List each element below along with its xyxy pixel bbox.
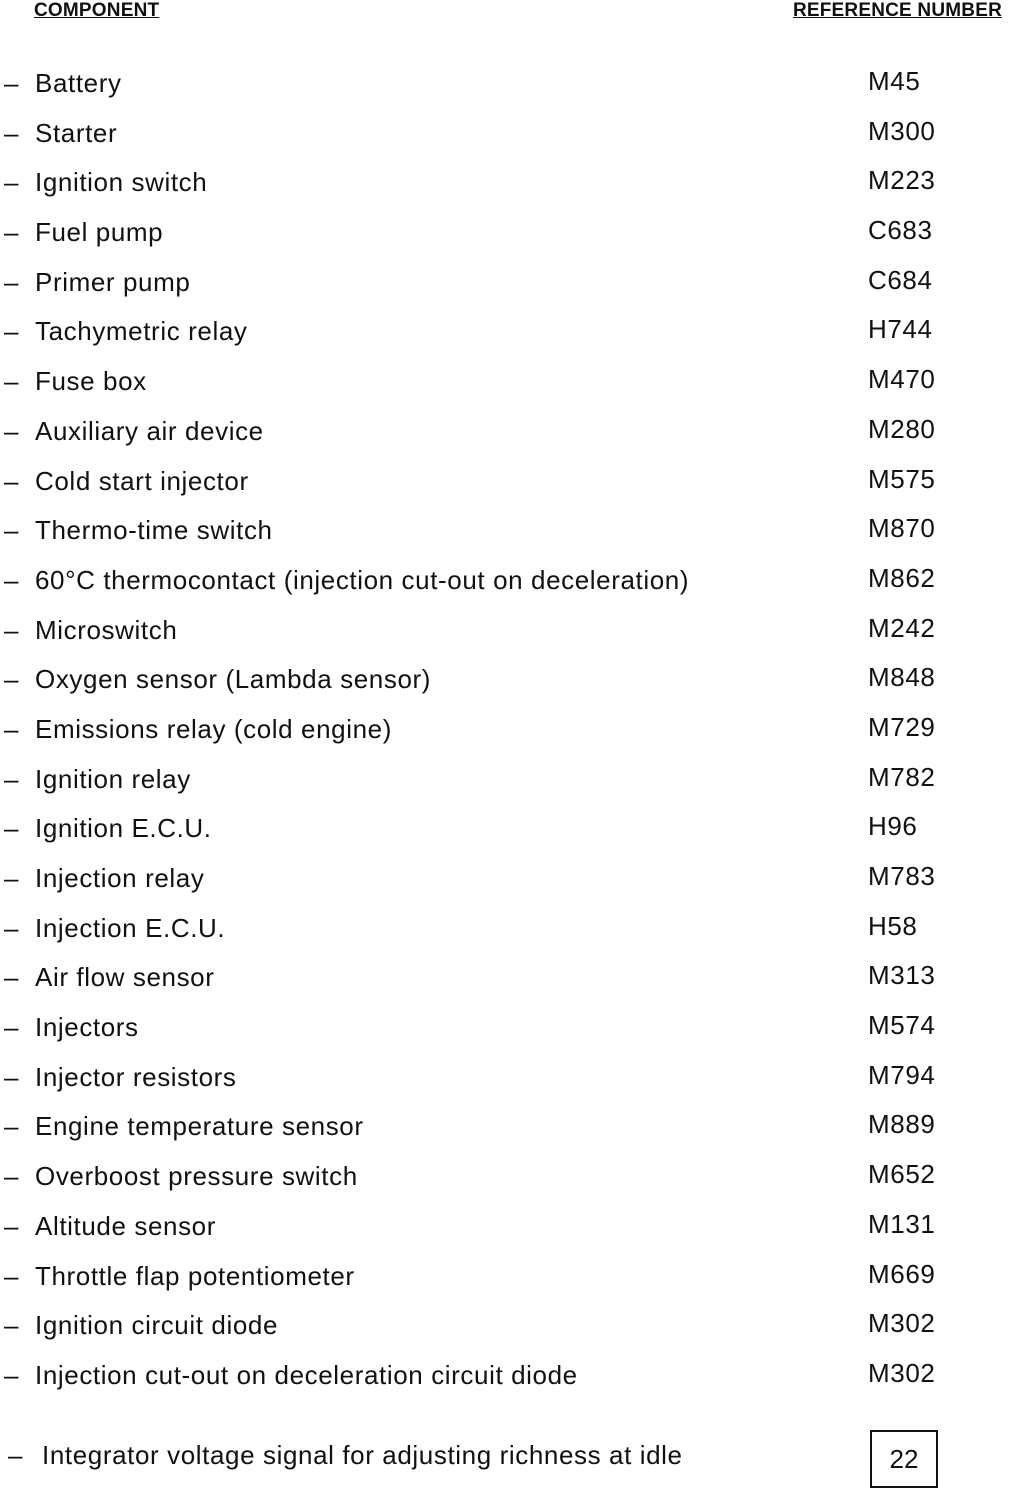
component-name: Emissions relay (cold engine) [35, 713, 392, 744]
list-dash: – [4, 167, 19, 198]
list-dash: – [4, 465, 19, 496]
list-dash: – [4, 217, 19, 248]
list-dash: – [4, 1210, 19, 1241]
reference-number: M470 [868, 364, 936, 395]
component-name: Injector resistors [35, 1061, 237, 1092]
reference-number: M652 [868, 1159, 936, 1190]
footer-text: Integrator voltage signal for adjusting richness at idle [42, 1440, 683, 1470]
reference-number: M302 [868, 1308, 936, 1339]
component-name: Tachymetric relay [35, 316, 248, 347]
component-name: Oxygen sensor (Lambda sensor) [35, 664, 432, 695]
list-item [0, 406, 1024, 456]
list-dash: – [4, 415, 19, 446]
table-header [0, 0, 1024, 24]
list-item [0, 555, 1024, 605]
list-dash: – [4, 564, 19, 595]
list-dash: – [4, 68, 19, 98]
footer-note [0, 1430, 1024, 1490]
reference-number: C684 [868, 264, 933, 295]
reference-number: M280 [868, 413, 936, 444]
component-name: Injection cut-out on deceleration circuit diode [35, 1359, 578, 1390]
list-item [0, 1201, 1024, 1251]
list-item [0, 952, 1024, 1002]
reference-number: M575 [868, 463, 936, 494]
component-name: Ignition E.C.U. [35, 813, 212, 844]
list-item [0, 356, 1024, 406]
reference-number: M669 [868, 1258, 936, 1289]
component-name: Altitude sensor [35, 1210, 216, 1241]
component-name: Injection E.C.U. [35, 912, 226, 943]
component-name: Air flow sensor [35, 962, 215, 993]
list-dash: – [4, 366, 19, 397]
list-item [0, 903, 1024, 953]
list-dash: – [4, 316, 19, 347]
list-item [0, 704, 1024, 754]
list-dash: – [4, 266, 19, 297]
list-dash: – [4, 1111, 19, 1142]
component-name: Ignition relay [35, 763, 191, 794]
list-dash: – [4, 1061, 19, 1092]
component-name: Ignition circuit diode [35, 1310, 278, 1341]
reference-number: H58 [868, 910, 918, 941]
list-item [0, 257, 1024, 307]
reference-number-column-header: REFERENCE NUMBER [792, 0, 1002, 21]
reference-number: M862 [868, 562, 936, 593]
reference-number: M313 [868, 960, 936, 991]
component-name: Engine temperature sensor [35, 1111, 364, 1142]
list-item [0, 1300, 1024, 1350]
component-name: Fuel pump [35, 217, 164, 248]
list-dash: – [4, 962, 19, 993]
list-dash: – [4, 713, 19, 744]
reference-number: M242 [868, 612, 936, 643]
reference-number: M223 [868, 165, 936, 196]
list-dash: – [4, 813, 19, 844]
list-item [0, 1251, 1024, 1301]
reference-number: M783 [868, 861, 936, 891]
reference-number: M300 [868, 115, 936, 146]
component-name: Ignition switch [35, 167, 208, 198]
list-dash: – [4, 1260, 19, 1291]
component-name: 60°C thermocontact (injection cut-out on deceleration) [35, 564, 690, 595]
component-name: Primer pump [35, 266, 191, 297]
list-item [0, 1052, 1024, 1102]
list-dash: – [4, 863, 19, 893]
reference-number: M574 [868, 1010, 936, 1041]
list-item [0, 306, 1024, 356]
component-name: Throttle flap potentiometer [35, 1260, 355, 1291]
component-name: Injection relay [35, 863, 205, 893]
component-column-header: COMPONENT [34, 0, 160, 21]
list-dash: – [4, 1161, 19, 1192]
list-item [0, 1151, 1024, 1201]
reference-number: M729 [868, 711, 936, 742]
list-item [0, 605, 1024, 655]
component-list [0, 58, 1024, 1400]
list-item [0, 1350, 1024, 1400]
list-dash: – [8, 1440, 23, 1470]
list-dash: – [4, 515, 19, 546]
list-item [0, 157, 1024, 207]
component-name: Battery [35, 68, 122, 98]
reference-number: M848 [868, 662, 936, 693]
reference-number: H744 [868, 314, 933, 345]
boxed-number: 22 [870, 1430, 938, 1488]
component-name: Cold start injector [35, 465, 249, 496]
list-item [0, 456, 1024, 506]
reference-number: M794 [868, 1059, 936, 1090]
list-item [0, 207, 1024, 257]
list-item [0, 654, 1024, 704]
component-name: Microswitch [35, 614, 178, 645]
list-item [0, 853, 1024, 903]
component-name: Auxiliary air device [35, 415, 264, 446]
list-item [0, 1101, 1024, 1151]
reference-number: M889 [868, 1109, 936, 1140]
component-name: Injectors [35, 1012, 139, 1043]
list-dash: – [4, 664, 19, 695]
list-item [0, 58, 1024, 108]
list-dash: – [4, 117, 19, 148]
list-item [0, 108, 1024, 158]
reference-number: C683 [868, 215, 933, 246]
list-item [0, 1002, 1024, 1052]
reference-number: H96 [868, 811, 918, 842]
list-dash: – [4, 1012, 19, 1043]
component-name: Starter [35, 117, 118, 148]
list-item [0, 803, 1024, 853]
list-dash: – [4, 1310, 19, 1341]
component-name: Overboost pressure switch [35, 1161, 358, 1192]
reference-number: M302 [868, 1357, 936, 1388]
list-dash: – [4, 763, 19, 794]
reference-number: M870 [868, 513, 936, 544]
list-dash: – [4, 1359, 19, 1390]
reference-number: M782 [868, 761, 936, 792]
list-item [0, 505, 1024, 555]
component-name: Fuse box [35, 366, 147, 397]
reference-number: M45 [868, 66, 921, 96]
list-dash: – [4, 912, 19, 943]
reference-number: M131 [868, 1208, 936, 1239]
list-item [0, 754, 1024, 804]
component-name: Thermo-time switch [35, 515, 273, 546]
list-dash: – [4, 614, 19, 645]
